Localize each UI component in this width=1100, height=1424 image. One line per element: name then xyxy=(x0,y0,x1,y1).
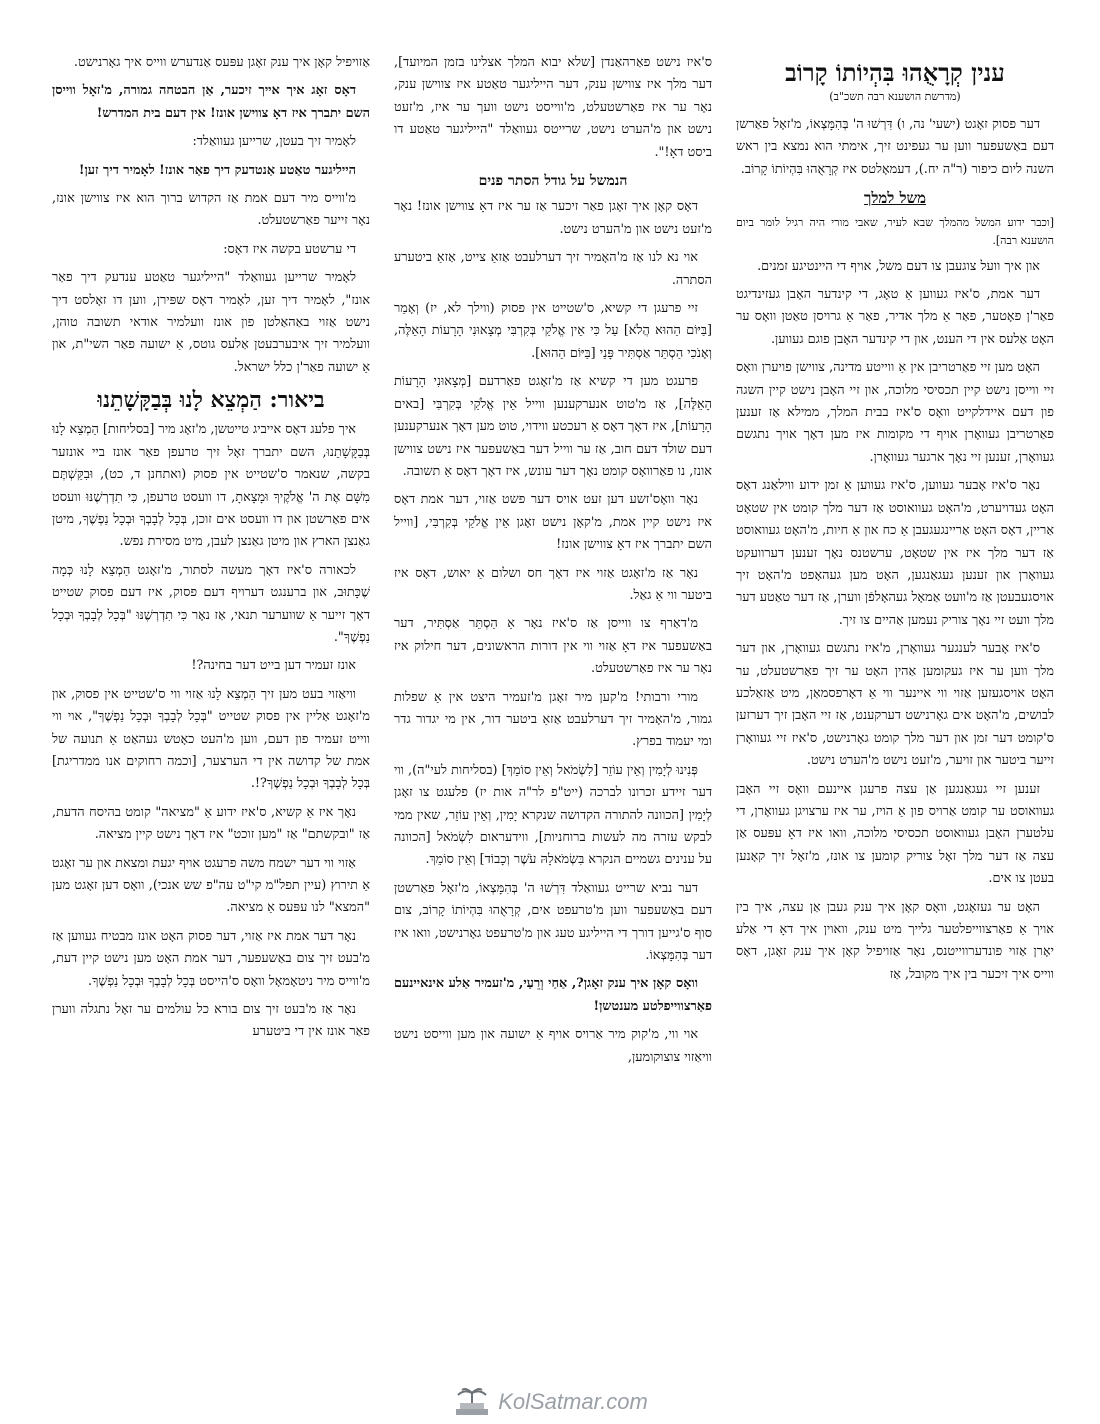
paragraph: וואָס קאָן איך ענק זאָגן?, אַחַי וְרֵעַי, מ'זעמיר אַלע אינאיינעם פאַרצווייפלטע מענטשן! xyxy=(394,976,712,1014)
paragraph: פרעגט מען די קשיא אַז מ'זאָגט פאַרדעם [מְצָאוּנִי הָרָעוֹת הָאֵלֶּה], אַז מ'טוט אנערקענען ווייל אֵין אֱלֹקַי בְּקִרְבִּי [באים הָרָעוֹת], איז דאָך דאָס אַ רעכטע ווידוי, טוט מען דאָך אנערקענען דעם שולד דעם חוב, אַז ער ווייל דער באַשעפער איז נישט צווישן אונז, נו פאַרוואָס קומט נאָך דער עונש, איז דאָך דאָס אַ תשובה. xyxy=(394,374,712,479)
section-title-nimshal: הנמשל על גודל הסתר פנים xyxy=(478,173,628,190)
paragraph: זענען זיי געגאַנגען אַן עצה פרעגן איינעם וואָס זיי האָבן געוואוסט ער קומט אַרויס פון אַ הויז, ער איז ערצויגן געוואָרן, די עלטערן האָבן געוואוסט תכסיסי מלוכה, וואו איז דאָ עפּעס אַן עצה אַז דער מלך זאָל צוריק קומען צו אונז, מ'זאָל זיך קאָנען בעטן צו אים. xyxy=(736,781,1054,887)
middle-column xyxy=(394,52,712,1362)
paragraph: ס'איז אָבער לענגער געוואָרן, מ'איז נתגשם געוואָרן, און דער מלך ווען ער איז געקומען אַהין האָט ער זיך פאַרשטעלט, ער האָט אויסגעזען אַזוי ווי איינער ווי אַ דאָרפסמאַן, מיט אַזאַלכע לבושים, מ'האָט אים גאָרנישט דערקענט, אַז זיי האָבן זיך דערזען ס'קומט דער זמן און דער מלך קומט גאָרנישט, ס'איז זיי געוואָרן זייער ביטער און זויער, מ'זעט נישט מ'הערט נישט. xyxy=(736,641,1054,769)
paragraph: וויאַזוי בעט מען זיך הַמְצֵא לָנוּ אַזוי ווי ס'שטייט אין פסוק, און מ'זאָגט אַליין אין פסוק שטייט "בְּכָל לְבָבְךָ וּבְכָל נַפְשֶׁךָ", אוי ווי ווייט זעמיר פון דעם, ווען מ'העט כאָטש געהאַט אַ תנועה של אמת של קדושה אין די הערצער, [וכמה רחוקים אנו ממדריגת] בְּכָל לְבָבְךָ וּבְכָל נַפְשֶׁךָ?!. xyxy=(52,686,370,792)
paragraph: אונז זעמיר דען בייט דער בחינה?! xyxy=(191,658,356,674)
paragraph: און איך וועל צוגעבן צו דעם משל, אויף די היינטיגע זמנים. xyxy=(757,258,1040,274)
footer-brand xyxy=(0,1382,1100,1422)
kolsatmar-logo-icon xyxy=(452,1387,492,1417)
article-page xyxy=(52,52,1054,1362)
footer-brand-text: KolSatmar.com xyxy=(498,1389,648,1414)
paragraph: אַזוי ווי דער ישמח משה פרעגט אויף יגעת ומצאת און ער זאָגט אַ תירוץ (עיין תפל"מ קי"ט עה"פ שש אנכי), וואָס דען זאָגט מען "המצא" לנו עפּעס אַ מציאה. xyxy=(52,855,370,916)
paragraph: אוי נא לנו אַז מ'האָמיר זיך דערלעבט אַזאַ צייט, אַזאַ ביטערע הסתרה. xyxy=(394,250,712,288)
bold-paragraph: דאָס זאָג איך אייך זיכער, אַן הבטחה גמורה, מ'זאָל ווייסן השם יתברך איז דאָ צווישן אונז! אין דעם בית המדרש! xyxy=(52,83,370,121)
paragraph: איך פלעג דאָס אייביג טייטשן, מ'זאָג מיר [בסליחות] הַמְצֵא לָנוּ בְּבַקָּשָׁתֵנוּ, השם יתברך זאָל זיך טרעפן פאַר אונז ביי אונזער בקשה, שנאמר ס'שטייט אין פסוק (ואתחנן ד, כט), וּבִקַּשְׁתֶּם מִשָּׁם אֶת ה' אֱלֹקֶיךָ וּמָצָאתָ, דו וועסט טרעפן, כִּי תִדְרְשֶׁנּוּ וועסט אים פאַרשטן און דו וועסט אים זוכן, בְּכָל לְבָבְךָ וּבְכָל נַפְשֶׁךָ, מיטן גאַנצן הארץ און מיטן גאַנצן לעבן, מיט מסירת נפש. xyxy=(52,422,370,550)
source-note: (מדרשת הושענא רבה תשכ"ב) xyxy=(829,90,961,103)
paragraph: נאָר וואָס'זשע דען זעט אויס דער פשט אַזוי, דער אמת דאָס איז נישט קיין אמת, מ'קאָן נישט זאָגן אֵין אֱלֹקַי בְּקִרְבִּי, [ווייל השם יתברך איז דאָ צווישן אונז! xyxy=(394,492,712,553)
paragraph: לאָמיר זיך בעטן, שרייען געוואַלד: xyxy=(192,134,356,150)
paragraph: זיי פרעגן די קשיא, ס'שטייט אין פסוק (ווילך לא, יז) וְאָמַר [בַּיּוֹם הַהוּא הֲלֹא] עַל כִּי אֵין אֱלֹקַי בְּקִרְבִּי מְצָאוּנִי הָרָעוֹת הָאֵלֶּה, וְאָנֹכִי הַסְתֵּר אַסְתִּיר פָּנַי [בַּיּוֹם הַהוּא]. xyxy=(394,301,712,361)
article-title: ענין קְרָאֻהוּ בִּהְיוֹתוֹ קָרוֹב xyxy=(785,58,1005,87)
section-title-mashal: משל למלך xyxy=(863,189,927,208)
section-note: [וכבר ידוע המשל מהמלך שבא לעיר, שאבי מורי היה רגיל לומר ביום הושענא רבה]. xyxy=(736,215,1054,247)
paragraph: פְּנִינוּ לְיָמִין וְאֵין עוֹזֵר [לִשְׂמֹאל וְאֵין סוֹמֵךְ] (בסליחות לעי"ה), ווי דער זיידע זכרונו לברכה (ייט"פ לר"ה אות יז) פלעגט צו זאָגן לְיָמִין [הכוונה להתורה הקדושה שנקרא יָמִין, וְאֵין עוֹזֵר, שאין ממי לבקש עזרה מה לעשות ברוחניות], ווידעראום לִשְׂמֹאל [הכוונה על ענינים גשמיים הנקרא בִּשְׂמֹאלָהּ עֹשֶׁר וְכָבוֹד] וְאֵין סוֹמֵךְ. xyxy=(394,762,712,868)
paragraph: דאָס קאָן איך זאָגן פאַר זיכער אַז ער איז דאָ צווישן אונז! נאָר מ'זעט נישט און מ'הערט נישט. xyxy=(394,199,712,237)
paragraph: דער נביא שרייט געוואַלד דִּרְשׁוּ ה' בְּהִמָּצְאוֹ, מ'זאָל פאַרשטן דעם באַשעפער ווען מ'טרעפט אים, קְרָאֻהוּ בִּהְיוֹתוֹ קָרוֹב, צום סוף ס'גייען דורך די הייליגע טעג און מ'טרעפט גאָרנישט, וואו איז דער בְּהִמָּצְאוֹ. xyxy=(394,880,712,964)
paragraph: מ'ווייס מיר דעם אמת אַז הקדוש ברוך הוא איז צווישן אונז, נאָר זייער פאַרשטעלט. xyxy=(52,191,370,229)
paragraph: נאָר ס'איז אָבער געווען, ס'איז געווען אַ זמן ידוע ווילאַנג דאָס האָט געדויערט, מ'האָט געוואוסט אַז דער מלך קומט אין שטאָט אַריין, דאָס האָט אַריינגעגעבן אַ כח און אַ חיות, מ'האָט געוואוסט אַז דער מלך איז אין שטאָט, ערשטנס נאָך זענען דערוועקט געוואָרן און זענען געגאַנגען, האָט מען געהאָפט מ'האָט זיך אויסגעבעטן אַז מ'וועט אַמאָל געהאָלפֿן ווערן, אַז דער טאַטע דער מלך וועט זיי נאָך צוריק נעמען אַהיים צו זיך. xyxy=(736,478,1054,628)
paragraph: נאָר דער אמת איז אַזוי, דער פסוק האָט אונז מבטיח געווען אַז מ'בעט זיך צום באַשעפער, דער אמת האָט מען נישט קיין דעת, מ'ווייס מיר ניטאָמאָל וואָס ס'הייסט בְּכָל לְבָבְךָ וּבְכָל נַפְשֶׁךָ. xyxy=(52,928,370,989)
paragraph: נאָר אַז מ'זאָגט אַזוי איז דאָך חס ושלום אַ יאוש, דאָס איז ביטער ווי אַ גאַל. xyxy=(394,565,712,603)
paragraph: נאָך איז אַ קשיא, ס'איז ידוע אַ "מציאה" קומט בהיסח הדעת, אַז "ובקשתם" אַז "מען זוכט" איז דאָך נישט קיין מציאה. xyxy=(52,804,370,843)
paragraph: די ערשטע בקשה איז דאָס: xyxy=(223,241,356,257)
paragraph: האָט מען זיי פאַרטריבן אין אַ ווייטע מדינה, צווישן פויערן וואָס זיי ווייסן נישט קיין תכסיסי מלוכה, און זיי האָבן נישט קיין השגה פון דעם איידלקייט וואָס ס'איז בבית המלך, ממילא אַז זענען פאַרטריבן געוואָרן אויף די מקומות איז מען דאָך אויך נתגשם געוואָרן, זענען זיי נאָך ארגער געוואָרן. xyxy=(736,360,1054,465)
paragraph: נאָר אַז מ'בעט זיך צום בורא כל עולמים ער זאָל נתגלה ווערן פאַר אונז אין די ביטערע xyxy=(52,1002,370,1040)
paragraph: ס'איז נישט פאַרהאַנדן [שלא יבוא המלך אצלינו בזמן המיועד], דער מלך איז צווישן ענק, דער הייליגער טאַטע איז צווישן ענק, נאָר ער איז פאַרשטעלט, מ'ווייסט נישט וועך ער איז, מ'זעט נישט און מ'הערט נישט, שרייטס געוואַלד "הייליגער טאַטע דו ביסט דאָ!". xyxy=(394,55,712,160)
right-column xyxy=(736,52,1054,1362)
paragraph: מורי ורבותי! מ'קען מיר זאָגן מ'זעמיר היצט אין אַ שפלות גמור, מ'האָמיר זיך דערלעבט אַזאַ ביטער דור, אין מי יגדור גדר ומי יעמוד בפרץ. xyxy=(394,689,712,750)
paragraph: אוי ווי, מ'קוק מיר אַרויס אויף אַ ישועה און מען ווייסט נישט וויאַזוי צוצוקומען, xyxy=(394,1027,712,1065)
paragraph: האָט ער געזאָגט, וואָס קאָן איך ענק געבן אַן עצה, איך בין אויך אַ פאַרצווייפלטער גלייך מיט ענק, וואוין איך דאָ די אַלע יאָרן אַזוי פונדערווייטנס, נאָר אַזויפיל קאָן איך ענק זאָגן, דאָס ווייס איך זיכער בין איך מקובל, אַז xyxy=(736,899,1054,982)
paragraph: לאָמיר שרייען געוואַלד "הייליגער טאַטע ענדעק דיך פאַר אונז", לאָמיר דיך זען, לאָמיר דאָס שפּירן, ווען דו זאָלסט דיך נישט אַזוי באַהאַלטן פון אונז וועלמיר אודאי תשובה טוהן, וועלמיר זיך איבערבעטן אַלעס גוטס, אַ ישועה פאַר השי"ת, און אַ ישועה פאַר'ן כלל ישראל. xyxy=(52,270,370,375)
paragraph: דער פסוק זאָגט (ישעי' נה, ו) דִּרְשׁוּ ה' בְּהִמָּצְאוֹ, מ'זאָל פאַרשן דעם באַשעפער ווען ער געפינט זיך, אימתי הוא נמצא בין ראש השנה ליום כיפור (ר"ה יח.), דעמאָלטס איז קְרָאֻהוּ בִּהְיוֹתוֹ קָרוֹב. xyxy=(736,117,1054,177)
biur-title: ביאור: הַמְצֵא לָנוּ בְּבַקָּשָׁתֵנוּ xyxy=(97,387,325,414)
left-column xyxy=(52,52,370,1362)
paragraph: לכאורה ס'איז דאָך מעשה לסתור, מ'זאָגט הַמְצֵא לָנוּ כְּמָה שֶׁכָּתוּב, און ברענגט דערויף דעם פסוק, איז דעם פסוק שטייט דאָך זייער אַ שווערער תנאי, אַז נאָר כִּי תִדְרְשֶׁנּוּ "בְּכָל לְבָבְךָ וּבְכָל נַפְשֶׁךָ". xyxy=(52,562,370,645)
paragraph: אַזויפיל קאָן איך ענק זאָגן עפּעס אַנדערש ווייס איך גאָרנישט. xyxy=(73,55,370,70)
bold-call: הייליגער טאַטע אַנטדעק דיך פאַר אונז! לאָמיר דיך זען! xyxy=(78,162,356,178)
paragraph: דער אמת, ס'איז געווען אַ טאָג, די קינדער האָבן געזינדיגט פאַר'ן פאָטער, פאַר אַ מלך אדיר, פאַר אַ גרויסן טאַטן וואָס ער האָט אַלעס אין די הענט, און די קינדער האָבן פוגם געווען. xyxy=(736,287,1054,347)
paragraph: מ'דאַרף צו ווייסן אַז ס'איז נאָר אַ הַסְתֵּר אַסְתִּיר, דער באַשעפער איז דאָ אַזוי ווי אין דורות הראשונים, דער חילוק איז נאָר ער איז פאַרשטעלט. xyxy=(394,616,712,677)
